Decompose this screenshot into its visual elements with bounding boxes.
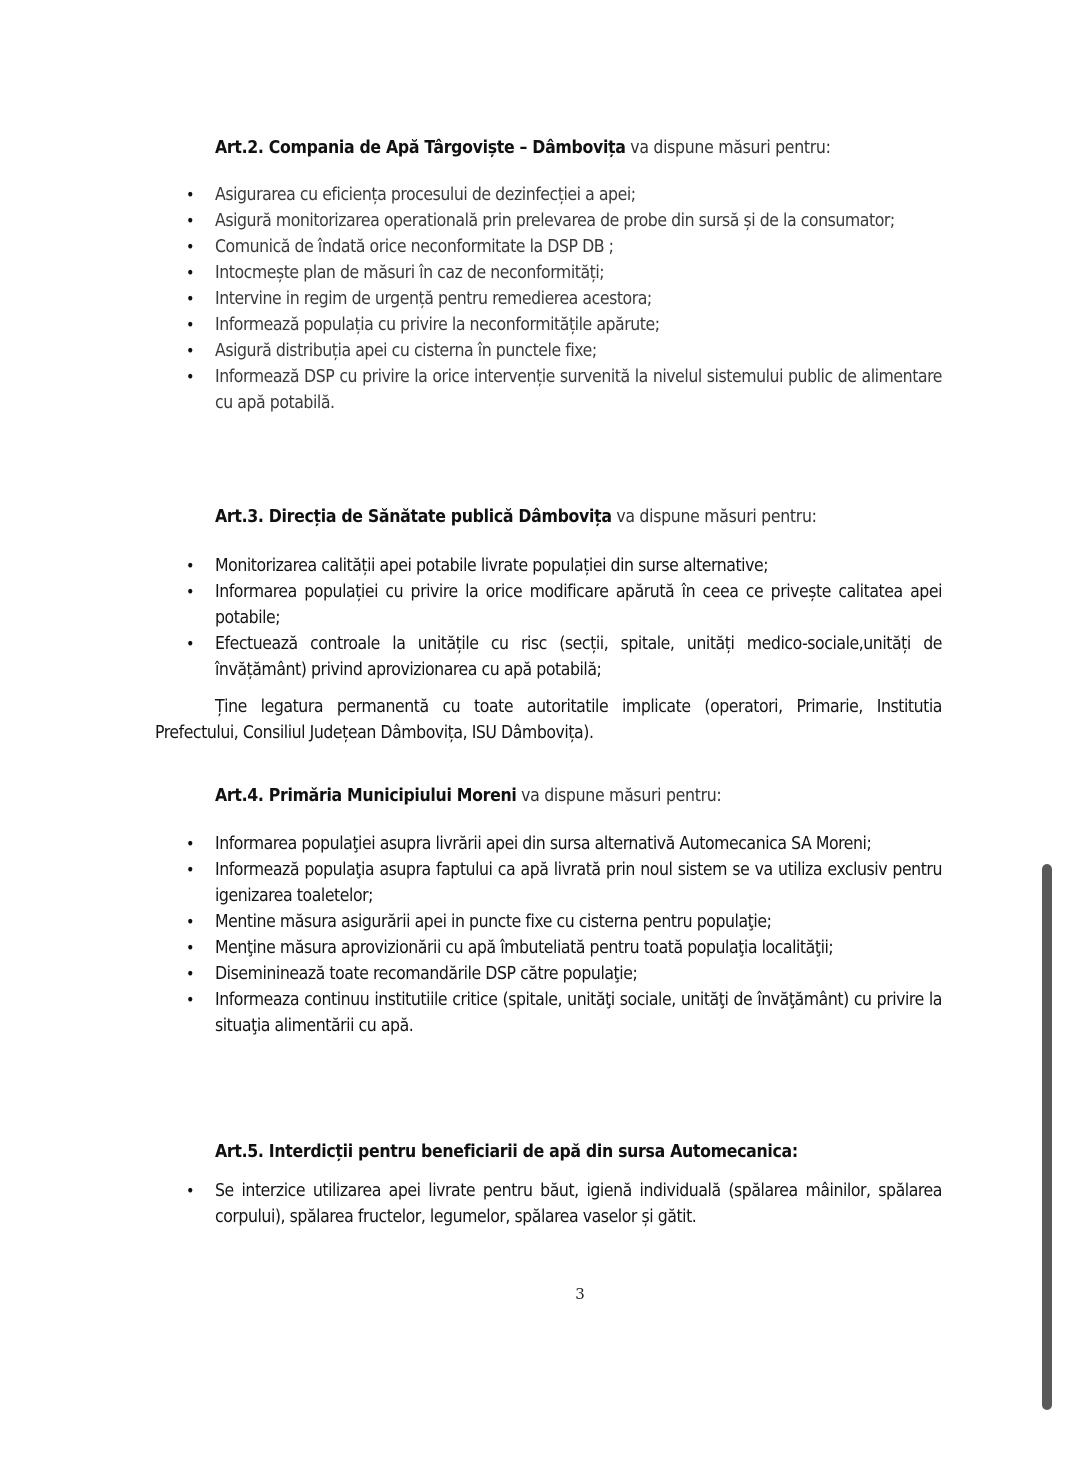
bullet-icon: • [186,938,195,957]
bullet-icon: • [186,964,195,983]
bullet-icon: • [186,912,195,931]
bullet-icon: • [186,367,195,386]
article-2-list [186,182,942,416]
bullet-icon: • [186,634,195,653]
article-4-title: Art.4. Primăria Municipiului Moreni [215,786,517,806]
list-item: • Intervine in regim de urgență pentru remedierea acestora; [215,286,942,312]
list-item: • Informarea populaţiei asupra livrării apei din sursa alternativă Automecanica SA Moreni; [215,831,942,857]
bullet-icon: • [186,860,195,879]
list-item: • Se interzice utilizarea apei livrate pentru băut, igienă individuală (spălarea mâinilor, spălarea corpului), spălarea fructelor, legumelor, spălarea vaselor și gătit. [215,1178,942,1230]
list-item: • Informarea populației cu privire la orice modificare apărută în ceea ce privește calitatea apei potabile; [215,579,942,631]
list-item: • Mentine măsura asigurării apei in puncte fixe cu cisterna pentru populaţie; [215,909,942,935]
article-3-title: Art.3. Direcția de Sănătate publică Dâmbovița [215,507,612,527]
article-3-paragraph: Ține legatura permanentă cu toate autoritatile implicate (operatori, Primarie, Institutia Prefectului, Consiliul Județean Dâmbovița, ISU Dâmbovița). [155,697,942,743]
article-5-heading [215,1140,955,1164]
article-5-title: Art.5. Interdicții pentru beneficiarii de apă din sursa Automecanica: [215,1142,798,1162]
list-item: • Menţine măsura aprovizionării cu apă îmbuteliată pentru toată populaţia localităţii; [215,935,942,961]
list-item: • Asigurarea cu eficiența procesului de dezinfecției a apei; [215,182,942,208]
list-item: • Efectuează controale la unitățile cu risc (secții, spitale, unități medico-sociale,unități de învățământ) privind aprovizionarea cu apă potabilă; [215,631,942,683]
article-2-heading-rest: va dispune măsuri pentru: [625,138,831,158]
bullet-icon: • [186,1181,195,1200]
bullet-icon: • [186,263,195,282]
list-item: • Informeaza continuu institutiile critice (spitale, unităţi sociale, unităţi de învăţământ) cu privire la situaţia alimentării cu apă. [215,987,942,1039]
list-item: • Informează populaţia asupra faptului ca apă livrată prin noul sistem se va utiliza exclusiv pentru igenizarea toaletelor; [215,857,942,909]
list-item: • Comunică de îndată orice neconformitate la DSP DB ; [215,234,942,260]
bullet-icon: • [186,315,195,334]
bullet-icon: • [186,237,195,256]
list-item: • Asigură monitorizarea operatională prin prelevarea de probe din sursă și de la consumator; [215,208,942,234]
bullet-icon: • [186,341,195,360]
bullet-icon: • [186,834,195,853]
list-item: • Intocmește plan de măsuri în caz de neconformități; [215,260,942,286]
bullet-icon: • [186,289,195,308]
article-2-heading [215,136,955,160]
list-item: • Disemininează toate recomandările DSP către populaţie; [215,961,942,987]
list-item: • Asigură distribuția apei cu cisterna în punctele fixe; [215,338,942,364]
article-4-heading [215,784,955,808]
bullet-icon: • [186,990,195,1009]
list-item: • Informează populația cu privire la neconformitățile apărute; [215,312,942,338]
article-3-list [186,553,942,683]
article-4-list [186,831,942,1039]
list-item: • Monitorizarea calității apei potabile livrate populației din surse alternative; [215,553,942,579]
article-5-list [186,1178,942,1230]
bullet-icon: • [186,556,195,575]
article-3-heading [215,505,955,529]
bullet-icon: • [186,582,195,601]
article-2-title: Art.2. Compania de Apă Târgoviște – Dâmbovița [215,138,626,158]
article-3-heading-rest: va dispune măsuri pentru: [611,507,817,527]
list-item: • Informează DSP cu privire la orice intervenție survenită la nivelul sistemului public de alimentare cu apă potabilă. [215,364,942,416]
page-number: 3 [575,1285,585,1303]
bullet-icon: • [186,185,195,204]
article-4-heading-rest: va dispune măsuri pentru: [516,786,722,806]
bullet-icon: • [186,211,195,230]
vertical-scrollbar[interactable] [1042,864,1052,1410]
